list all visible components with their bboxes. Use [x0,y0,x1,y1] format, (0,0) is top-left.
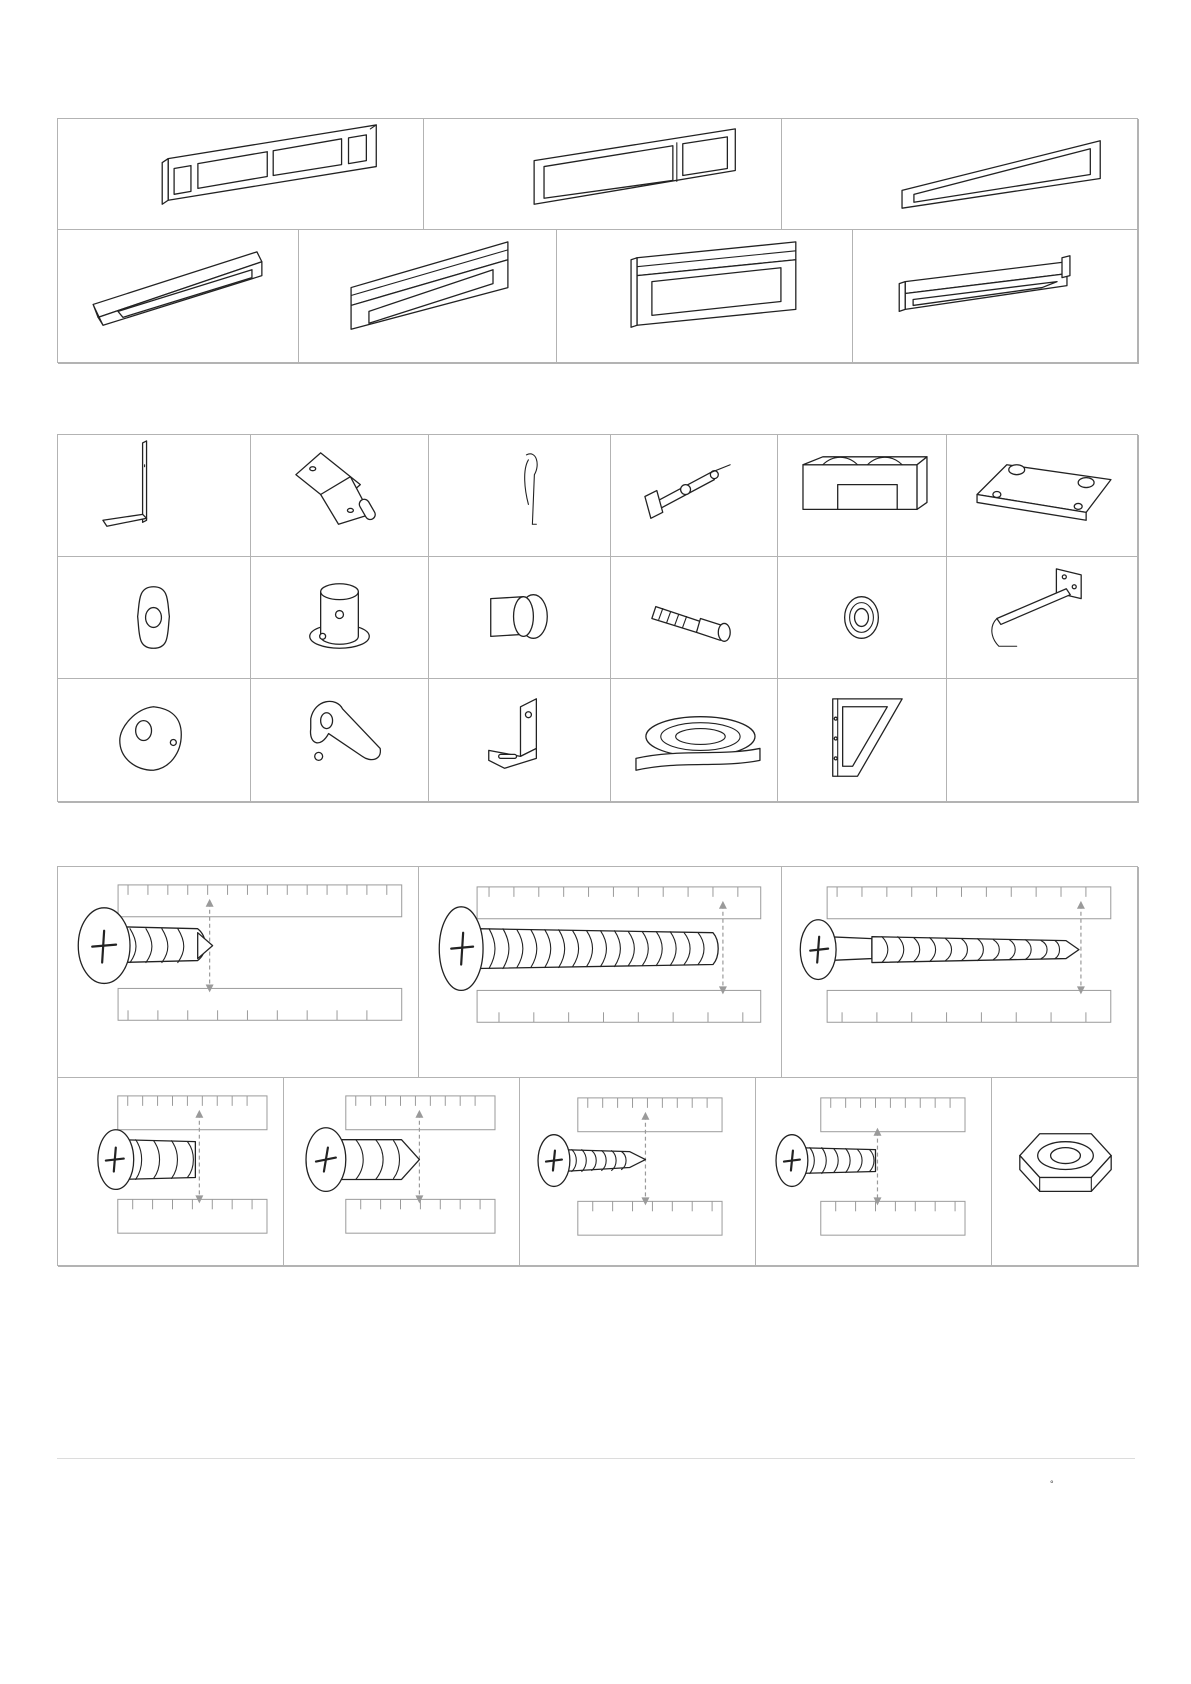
fitting-cell-dowel [611,557,778,679]
threaded-rod-icon [611,435,777,556]
fastener-cell-6 [520,1078,756,1267]
l-hook-icon [58,435,250,556]
fitting-cell-angled-clip [251,679,429,803]
fastener-cell-1 [58,867,419,1078]
fittings-grid [57,434,1138,802]
bracket-hook-icon [947,557,1138,678]
fitting-cell-square-plug [429,557,611,679]
panel-cell-7 [853,230,1139,364]
panel-cell-5 [299,230,557,364]
wedge-panel-icon [782,119,1138,229]
panel-cell-4 [58,230,299,364]
corner-brace-icon [778,679,946,802]
knurled-dowel-icon [611,557,777,678]
footer-marker: ° [1050,1479,1054,1489]
small-screw-3-icon [520,1078,755,1266]
long-partial-thread-screw-icon [782,867,1138,1077]
panel-cell-1 [58,119,424,230]
long-frame-panel-icon [58,119,423,229]
hinge-icon [251,435,428,556]
hex-nut-icon [992,1078,1138,1266]
angled-clip-icon [251,679,428,802]
slide-plate-icon [947,435,1138,556]
washer-icon [778,557,946,678]
fitting-cell-corner-brace [778,679,947,803]
cotter-pin-icon [429,435,610,556]
fastener-cell-8 [992,1078,1139,1267]
fitting-cell-l-hook [58,435,251,557]
fitting-cell-bracket-hook [947,557,1139,679]
footer-divider [57,1458,1135,1459]
l-bracket-icon [429,679,610,802]
small-screw-2-icon [284,1078,519,1266]
fastener-cell-3 [782,867,1139,1078]
box-rail-panel-icon [557,230,852,363]
fitting-cell-rod [611,435,778,557]
base-block-icon [778,435,946,556]
small-screw-4-icon [756,1078,991,1266]
fitting-cell-tape-roll [611,679,778,803]
fastener-cell-2 [419,867,782,1078]
fitting-cell-empty [947,679,1139,803]
sleeve-icon [251,557,428,678]
sliding-rail-panel-icon [853,230,1138,363]
cam-lock-icon [58,679,250,802]
panels-grid [57,118,1138,363]
double-frame-panel-icon [424,119,781,229]
flange-washer-icon [58,557,250,678]
fastener-cell-4 [58,1078,284,1267]
fitting-cell-slide-plate [947,435,1139,557]
fitting-cell-sleeve [251,557,429,679]
tape-roll-icon [611,679,777,802]
fastener-cell-7 [756,1078,992,1267]
fitting-cell-flange-washer [58,557,251,679]
fitting-cell-base-block [778,435,947,557]
fastener-cell-5 [284,1078,520,1267]
fitting-cell-washer [778,557,947,679]
panel-cell-3 [782,119,1139,230]
fitting-cell-cam-lock [58,679,251,803]
fitting-cell-l-bracket [429,679,611,803]
fitting-cell-hinge [251,435,429,557]
fitting-cell-pin [429,435,611,557]
small-screw-1-icon [58,1078,283,1266]
fasteners-grid [57,866,1138,1266]
panel-cell-6 [557,230,853,364]
square-plug-icon [429,557,610,678]
rail-bracket-icon [58,230,298,363]
panel-cell-2 [424,119,782,230]
angled-rail-panel-icon [299,230,556,363]
short-wood-screw-icon [58,867,418,1077]
long-full-thread-screw-icon [419,867,781,1077]
